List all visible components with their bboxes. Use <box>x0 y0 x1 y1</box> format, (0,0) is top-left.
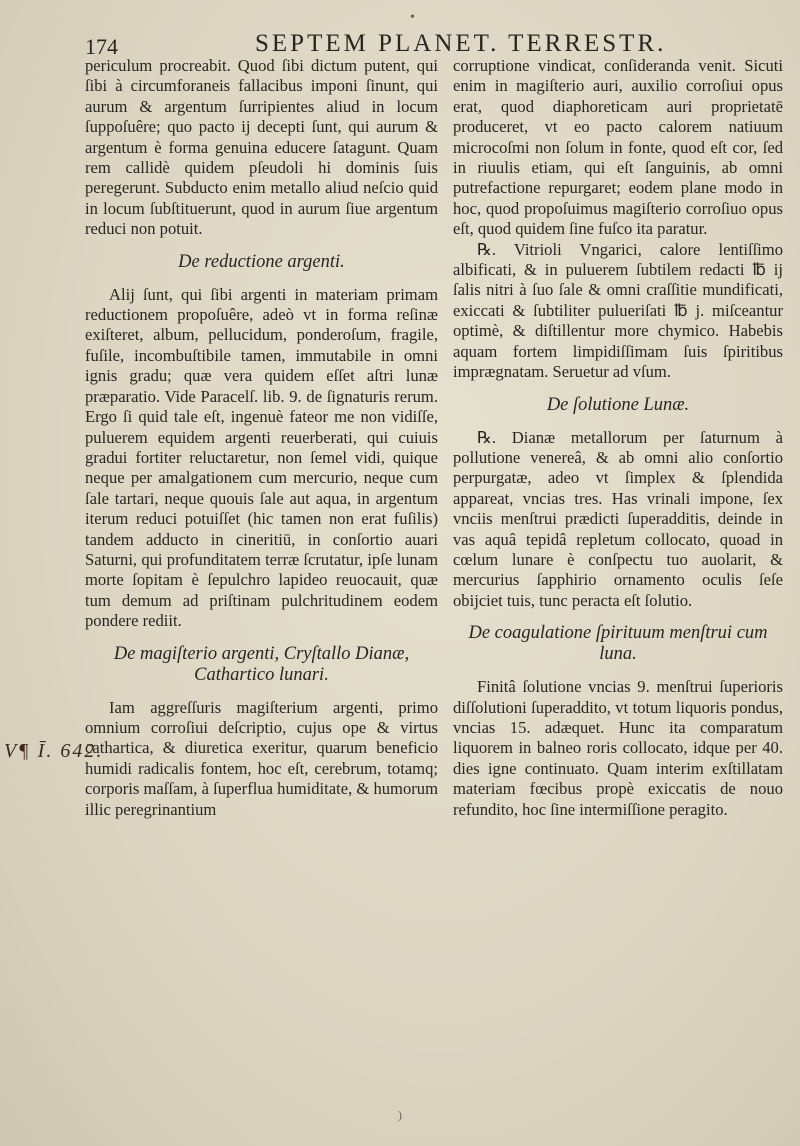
left-paragraph-2: Alij ſunt, qui ſibi argenti in materiam primam reductionem propoſuêre, adeò vt in forma reſinæ exiſteret, album, pellucidum, ponderoſum, fragile, fuſile, incombuſtibile tamen, immutabile in omni ignis gradu; quæ vera quidem eſſet aſtri lunæ præparatio. Vide Paracelſ. lib. 9. de ſignaturis rerum. Ergo ſi quid tale eſt, ingenuè fateor me non vidiſſe, puluerem equidem argenti reuerberati, qui cuiuis gradui fortiter reluctaretur, non ſemel vidi, quique neque per amalgationem cum mercurio, neque cum ſale tartari, neque quouis ſale aut aqua, in argentum iterum reduci potuiſſet (hic tamen non erat fuſilis) tandem adducto in cineritiū, in conſortio auari Saturni, qui profunditatem terræ ſcrutatur, ipſe lunam morte ſopitam è ſepulchro lapideo reuocauit, quæ tum demum ad priſtinam pulchritudinem eodem pondere rediit. <box>85 284 438 631</box>
printer-ornament: • <box>410 10 415 25</box>
left-heading-2: De magiſterio argenti, Cryſtallo Dianæ, Cathartico lunari. <box>113 643 410 685</box>
left-heading-1: De reductione argenti. <box>178 251 345 272</box>
page-number: 174 <box>85 34 118 59</box>
right-paragraph-2: ℞. Vitrioli Vngarici, calore lentiſſimo albificati, & in puluerem ſubtilem redacti ℔ ij ſalis nitri à ſuo ſale & omni craſſitie mundificati, exiccati & ſubtiliter pulueriſati ℔ j. miſceantur optimè, & diſtillentur more chymico. Habebis aquam fortem limpidiſſimam ſuis ſpiritibus imprægnatam. Seruetur ad vſum. <box>453 239 783 382</box>
right-paragraph-3: ℞. Dianæ metallorum per ſaturnum à pollutione venereâ, & ab omni alio conſortio perpurgatæ, adeo vt ſimplex & ſplendida appareat, vncias tres. Has vrinali impone, ſex vnciis menſtrui prædicti ſuperadditis, deinde in vas aquâ tepidâ repletum collocato, quoad in cœlum lunare è conſpectu tuo auolarit, & mercurius ſapphirio ornamento oculis ſeſe obijciet tuis, tunc peracta eſt ſolutio. <box>453 427 783 610</box>
right-paragraph-1: corruptione vindicat, conſideranda venit. Sicuti enim in magiſterio auri, auxilio corroſiui opus erat, quod diaphoreticam auri proprietatē produceret, vt eo pacto calorem natiuum microcoſmi non ſolum in fonte, quod eſt cor, ſed in riuulis etiam, qui eſt ſanguinis, ab omni putrefactione repurgaret; eodem plane modo in hoc, quod propoſuimus magiſterio corroſiuo opus eſt, quod quidem ſine fuſco ita paratur. <box>453 56 783 239</box>
right-paragraph-4: Finitâ ſolutione vncias 9. menſtrui ſuperioris diſſolutioni ſuperaddito, vt totum liquoris pondus, vncias 15. adæquet. Hunc ita comparatum liquorem in balneo roris collocato, idque per 40. dies igne continuato. Quam interim exſtillatam materiam fœcibus propè exiccatis de nouo refundito, hoc ſine intermiſſione peragito. <box>453 677 783 819</box>
running-title: SEPTEM PLANET. TERRESTR. <box>255 30 667 57</box>
right-column <box>453 56 783 820</box>
left-paragraph-1: periculum procreabit. Quod ſibi dictum putent, qui ſibi à circumforaneis fallacibus imponi ſinunt, qui aurum & argentum ſurripientes aliud in locum ſuppoſuêre; quo pacto ij decepti ſunt, qui aurum & argentum è forma genuina educere ſatagunt. Quam rem callidè quidem pſeudoli hi dominis ſuis peregerunt. Subducto enim metallo aliud neſcio quid in locum ſubſtituerunt, quod in aurum ſiue argentum reduci non potuit. <box>85 56 438 239</box>
footer-mark: ) <box>398 1108 402 1122</box>
left-paragraph-3: Iam aggreſſuris magiſterium argenti, primo omnium corroſiui deſcriptio, cujus ope & virtus cathartica, & diuretica exeritur, quarum beneficio humidi radicalis fontem, hoc eſt, cerebrum, totamq; corporis maſſam, à ſuperflua humiditate, & humorum illic peregrinantium <box>85 697 438 819</box>
right-heading-2: De coagulatione ſpirituum menſtrui cum luna. <box>468 623 768 665</box>
right-heading-1: De ſolutione Lunæ. <box>546 394 690 415</box>
handwritten-margin-note: V¶ Ī. 642. <box>4 740 104 762</box>
left-column <box>85 56 438 820</box>
